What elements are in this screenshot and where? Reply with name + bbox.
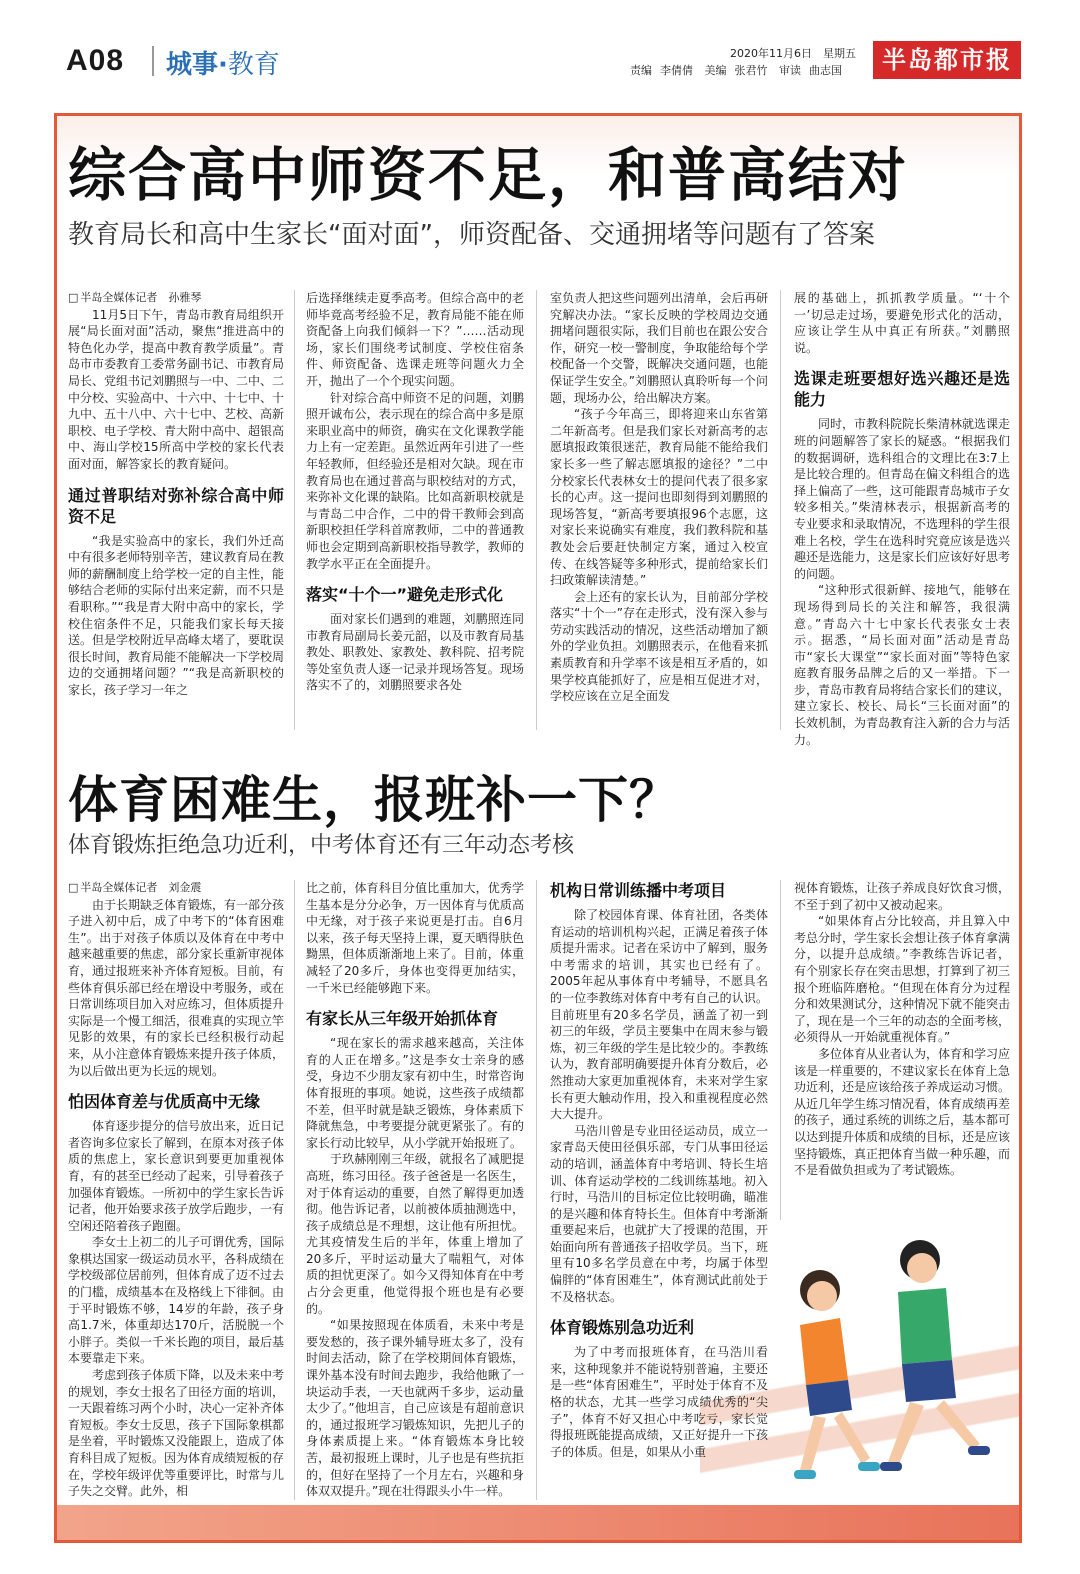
subheading: 有家长从三年级开始抓体育 [306,1009,499,1029]
article2-deck: 体育锻炼拒绝急功近利，中考体育还有三年动态考核 [68,833,575,858]
paragraph: “如果体育占分比较高，并且算入中考总分时，学生家长会想让孩子体育拿满分，以提升总成绩。”李教练告诉记者，有个别家长存在突击思想，打算到了初三报个班临阵磨枪。“但现在体育分为过程分和效果测试分，这种情况下就不能突击了，现在是一个三年的动态的全面考核，必须得从一开始就重视体育。” [794,914,1011,1045]
column-rule [294,880,295,1500]
paragraph: 多位体育从业者认为，体育和学习应该是一样重要的，不建议家长在体育上急功近利，还是应该给孩子养成运动习惯。从近几年学生练习情况看，体育成绩再差的孩子，通过系统的训练之后，基本都可以达到提升体质和成绩的目标，还是应该坚持锻炼，真正把体育当做一种乐趣，而不是看做负担或为了考试锻炼。 [794,1046,1011,1178]
column-rule [780,880,781,1220]
runners-illustration [770,1230,1010,1500]
paragraph: 同时，市教科院院长柴清林就选课走班的问题解答了家长的疑惑。“根据我们的数据调研，选科组合的文理比在3:7上是比较合理的。但青岛在偏文科组合的选择上偏高了一些，这可能跟青岛城市子女较多相关。”柴清林表示，根据新高考的专业要求和录取情况，不选理科的学生很难上名校，学生在选科时究竟应该是选兴趣还是选能力，这是家长们应该好好思考的问题。 [794,417,1011,581]
paragraph: 11月5日下午，青岛市教育局组织开展“局长面对面”活动，聚焦“推进高中的特色化办学，提高中教育教学质量”。青岛市市委教育工委常务副书记、市教育局局长、党组书记刘鹏照与一中、二中、二中分校、实验高中、十六中、十七中、十九中、五十八中、六十七中、艺校、高新职校、电子学校、青大附中高中、超银高中、海山学校15所高中学校的家长代表面对面，解答家长的教育疑问。 [68,307,285,471]
paragraph: 李女士上初二的儿子可谓优秀，国际象棋达国家一级运动员水平，各科成绩在学校级部位居前列，但体育成了迈不过去的门槛，成绩基本在及格线上下徘徊。由于平时锻炼不够，14岁的年龄，孩子身高1.7米，体重却达170斤，活脱脱一个小胖子。类似一千米长跑的项目，最后基本要靠走下来。 [68,1235,285,1366]
article1-column-2 [306,290,524,694]
paragraph: 室负责人把这些问题列出清单，会后再研究解决办法。“家长反映的学校周边交通拥堵问题很实际，我们目前也在跟公安合作，研究一校一警制度，争取能给每个学校配备一个交警，既解决交通问题，也能保证学生安全。”刘鹏照认真聆听每一个问题，现场办公，给出解决方案。 [550,291,768,405]
section-title [166,44,280,81]
article1-headline: 综合高中师资不足，和普高结对 [68,141,909,209]
paragraph: 展的基础上，抓抓教学质量。“‘十个一’切忌走过场，要避免形式化的活动，应该让学生从中真正有所获。”刘鹏照说。 [794,291,1010,355]
paragraph: 针对综合高中师资不足的问题，刘鹏照开诚布公，表示现在的综合高中多是原来职业高中的师资，确实在文化课教学能力上有一定差距。虽然近两年引进了一些年轻教师，但经验还是相对欠缺。现在市教育局也在通过普高与职校结对的方式，来弥补文化课的缺陷。比如高新职校就是与青岛二中合作，二中的骨干教师会到高新职校担任学科首席教师，二中的普通教师也会定期到高新职校指导教学，教师的教学水平正在全面提升。 [306,390,524,571]
paragraph: 后选择继续走夏季高考。但综合高中的老师毕竟高考经验不足，教育局能不能在师资配备上向我们倾斜一下？”……活动现场，家长们围绕考试制度、学校住宿条件、师资配备、选课走班等问题火力全开，抛出了一个个现实问题。 [306,291,524,388]
paragraph: 除了校园体育课、体育社团，各类体育运动的培训机构兴起，正满足着孩子体质提升需求。记者在采访中了解到，服务中考需求的培训，其实也已经有了。2005年起从事体育中考辅导，不愿具名的一位李教练对体育中考有自己的认识。目前班里有20多名学员，涵盖了初一到初三的年级，学员主要集中在周末参与锻炼，初三年级的学生是比较少的。李教练认为，教育部明确要提升体育分数后，必然推动大家更加重视体育，未来对学生家长有更大触动作用，投入和重视程度必然大大提升。 [550,908,768,1122]
paragraph: 为了中考而报班体育，在马浩川看来，这种现象并不能说特别普遍，主要还是一些“体育困难生”，平时处于体育不及格的状态，尤其一些学习成绩优秀的“尖子”，体育不好又担心中考吃亏，家长觉得报班既能提高成绩，又正好提升一下孩子的体质。但是，如果从小重 [550,1345,768,1459]
subheading: 机构日常训练播中考项目 [550,881,727,900]
subheading: 通过普职结对弥补综合高中师资不足 [68,485,284,526]
column-rule [536,880,537,1500]
newspaper-logo: 半岛都市报 [873,41,1021,79]
staff-name-designer: 张君竹 [734,64,768,77]
paragraph: 于玖赫刚刚三年级，就报名了减肥提高班，练习田径。孩子爸爸是一名医生，对于体育运动的重要，自然了解得更加透彻。他告诉记者，以前被体质抽测选中，孩子成绩总是不理想，这让他有所担忧。尤其疫情发生后的半年，体重上增加了20多斤，平时运动量大了喘粗气，对体质的担忧更深了。如今又得知体育在中考占分会更重，他觉得报个班也是有必要的。 [306,1152,524,1316]
paragraph: “现在家长的需求越来越高，关注体育的人正在增多。”这是李女士亲身的感受，身边不少朋友家有初中生，时常咨询体育报班的事项。她说，这些孩子成绩都不差，但平时就是缺乏锻炼，身体素质下降就焦急，中考要提分就更紧张了。有的家长行动比较早，从小学就开始报班了。 [306,1036,524,1150]
section-dot: · [218,50,228,80]
column-rule [294,290,295,730]
article2-column-3 [550,880,768,1460]
staff-name-editor: 李倩倩 [660,64,693,77]
staff-name-proofreader: 曲志国 [809,64,842,77]
article2-column-1 [68,880,284,1500]
article1-byline: □ 半岛全媒体记者 孙雅琴 [68,290,284,307]
paragraph: 马浩川曾是专业田径运动员，成立一家青岛天使田径俱乐部，专门从事田径运动的培训，涵盖体育中考培训、特长生培训、体育运动学校的二线训练基地。初入行时，马浩川的目标定位比较明确，瞄准的是兴趣和体育特长生。但体育中考渐渐重要起来后，也就扩大了授课的范围，开始面向所有普通孩子招收学员。当下，班里有10多名学员意在中考，均属于体型偏胖的“体育困难生”，体育测试此前处于不及格状态。 [550,1123,768,1304]
column-rule [780,290,781,730]
boy-runner [880,1240,990,1471]
paragraph: “这种形式很新鲜、接地气，能够在现场得到局长的关注和解答，我很满意。”青岛六十七中家长代表张女士表示。据悉，“局长面对面”活动是青岛市“家长大课堂”“家长面对面”等特色家庭教育服务品牌之后的又一举措。下一步，青岛市教育局将结合家长们的建议，建立家长、校长、局长“三长面对面”的长效机制，为青岛教育注入新的合力与活力。 [794,583,1011,747]
page-number: A08 [66,44,125,77]
paragraph: 会上还有的家长认为，目前部分学校落实“十个一”存在走形式，没有深入参与劳动实践活动的情况，这些活动增加了额外的学业负担。刘鹏照表示，在他看来抓素质教育和升学率不该是相互矛盾的，如果学校真能抓好了，应是相互促进才对，学校应该在立足全面发 [550,589,768,704]
article2-column-2 [306,880,524,1500]
girl-runner [794,1270,880,1479]
paragraph: 视体育锻炼，让孩子养成良好饮食习惯，不至于到了初中又被动起来。 [794,881,1011,912]
paragraph: “孩子今年高三，即将迎来山东省第二年新高考。但是我们家长对新高考的志愿填报政策很迷茫，教育局能不能给我们家长多一些了解志愿填报的途径？”二中分校家长代表林女士的提问代表了很多家长的心声。这一提问也即刻得到刘鹏照的现场答复，“新高考要填报96个志愿，这对家长来说确实有难度，我们教科院和基教处会后要赶快制定方案，通过入校宣传、在线答疑等多种形式，提前给家长们扫政策解读清楚。” [550,407,768,588]
subheading: 体育锻炼别急功近利 [550,1318,695,1338]
paragraph: 比之前，体育科目分值比重加大，优秀学生基本是分分必争，万一因体育与优质高中无缘，对于孩子来说更是打击。自6月以来，孩子每天坚持上课，夏天晒得肤色黝黑，但体质渐渐地上来了。目前，体重减轻了20多斤，身体也变得更加结实，一千米已经能够跑下来。 [306,881,524,995]
section-name: 城事 [166,50,219,80]
paragraph: “如果按照现在体质看，未来中考是要发愁的，孩子课外辅导班太多了，没有时间去活动，除了在学校期间体育锻炼，课外基本没有时间去跑步，我给他瞅了一块运动手表，一天也就两千多步，运动量太少了。”他坦言，自己应该是有超前意识的，通过报班学习锻炼知识，先把儿子的身体素质提上来。“体育锻炼本身比较苦，最初报班上课时，儿子也是有些抗拒的，但好在坚持了一个月左右，兴趣和身体双双提升。”现在壮得跟头小牛一样。 [306,1318,524,1499]
subsection-name: 教育 [227,50,280,80]
subheading: 怕因体育差与优质高中无缘 [68,1092,261,1112]
column-rule [536,290,537,730]
staff-role-editor: 责编 [630,64,652,77]
article2-byline: □ 半岛全媒体记者 刘金震 [68,880,284,897]
paragraph: 面对家长们遇到的难题，刘鹏照连同市教育局副局长姜元韶，以及市教育局基教处、职教处、家教处、教科院、招考院等处室负责人逐一记录并现场答复。现场落实不了的，刘鹏照要求各处 [306,612,524,693]
masthead-divider [152,46,154,76]
masthead [0,0,1080,100]
article1-deck: 教育局长和高中生家长“面对面”，师资配备、交通拥堵等问题有了答案 [68,220,875,250]
article2-headline: 体育困难生，报班补一下？ [68,771,680,829]
article2-column-4 [794,880,1010,1179]
paragraph: 考虑到孩子体质下降，以及未来中考的规划，李女士报名了田径方面的培训，一天跟着练习两个小时，决心一定补齐体育短板。李女士反思，孩子下国际象棋都是坐着，平时锻炼又没能跟上，造成了体育科目成了短板。因为体育成绩短板的存在，学校年级评优等重要评比，时常与儿子失之交臂。此外，相 [68,1368,285,1499]
article1-column-3 [550,290,768,705]
paragraph: 体育逐步提分的信号放出来，近日记者咨询多位家长了解到，在原本对孩子体质的焦虑上，家长意识到要更加重视体育，有的甚至已经动了起来，引导着孩子加强体育锻炼。一所初中的学生家长告诉记者，他开始要求孩子放学后跑步，一有空闲还陪着孩子跑圈。 [68,1119,285,1233]
subheading: 落实“十个一”避免走形式化 [306,585,504,605]
subheading: 选课走班要想好选兴趣还是选能力 [794,369,1010,410]
staff-role-proofreader: 审读 [779,64,801,77]
article1-column-1 [68,290,284,698]
paragraph: 由于长期缺乏体育锻炼，有一部分孩子进入初中后，成了中考下的“体育困难生”。出于对孩子体质以及体育在中考中越来越重要的焦虑，部分家长重新审视体育，通过报班来补齐体育短板。目前，有些体育俱乐部已经在增设中考服务，或在日常训练项目加入对应练习，但体质提升实际是一个慢工细活，很难真的实现立竿见影的效果，有的家长已经积极行动起来，从小注意体育锻炼来提升孩子体质，为以后做出更为长远的规划。 [68,897,285,1078]
staff-role-designer: 美编 [704,64,727,77]
issue-date: 2020年11月6日 星期五 [730,47,856,60]
article1-column-4 [794,290,1010,748]
staff-credits [630,62,850,78]
paragraph: “我是实验高中的家长，我们外迁高中有很多老师特别辛苦，建议教育局在教师的薪酬制度上给学校一定的自主性，能够结合老师的实际付出来定薪，而不只是看职称。”“我是青大附中高中的家长，学校住宿条件不足，只能我们家长每天接送。但是学校附近早高峰太堵了，要耽误很长时间，教育局能不能解决一下学校周边的交通拥堵问题？”“我是高新职校的家长，孩子学习一年之 [68,533,285,697]
